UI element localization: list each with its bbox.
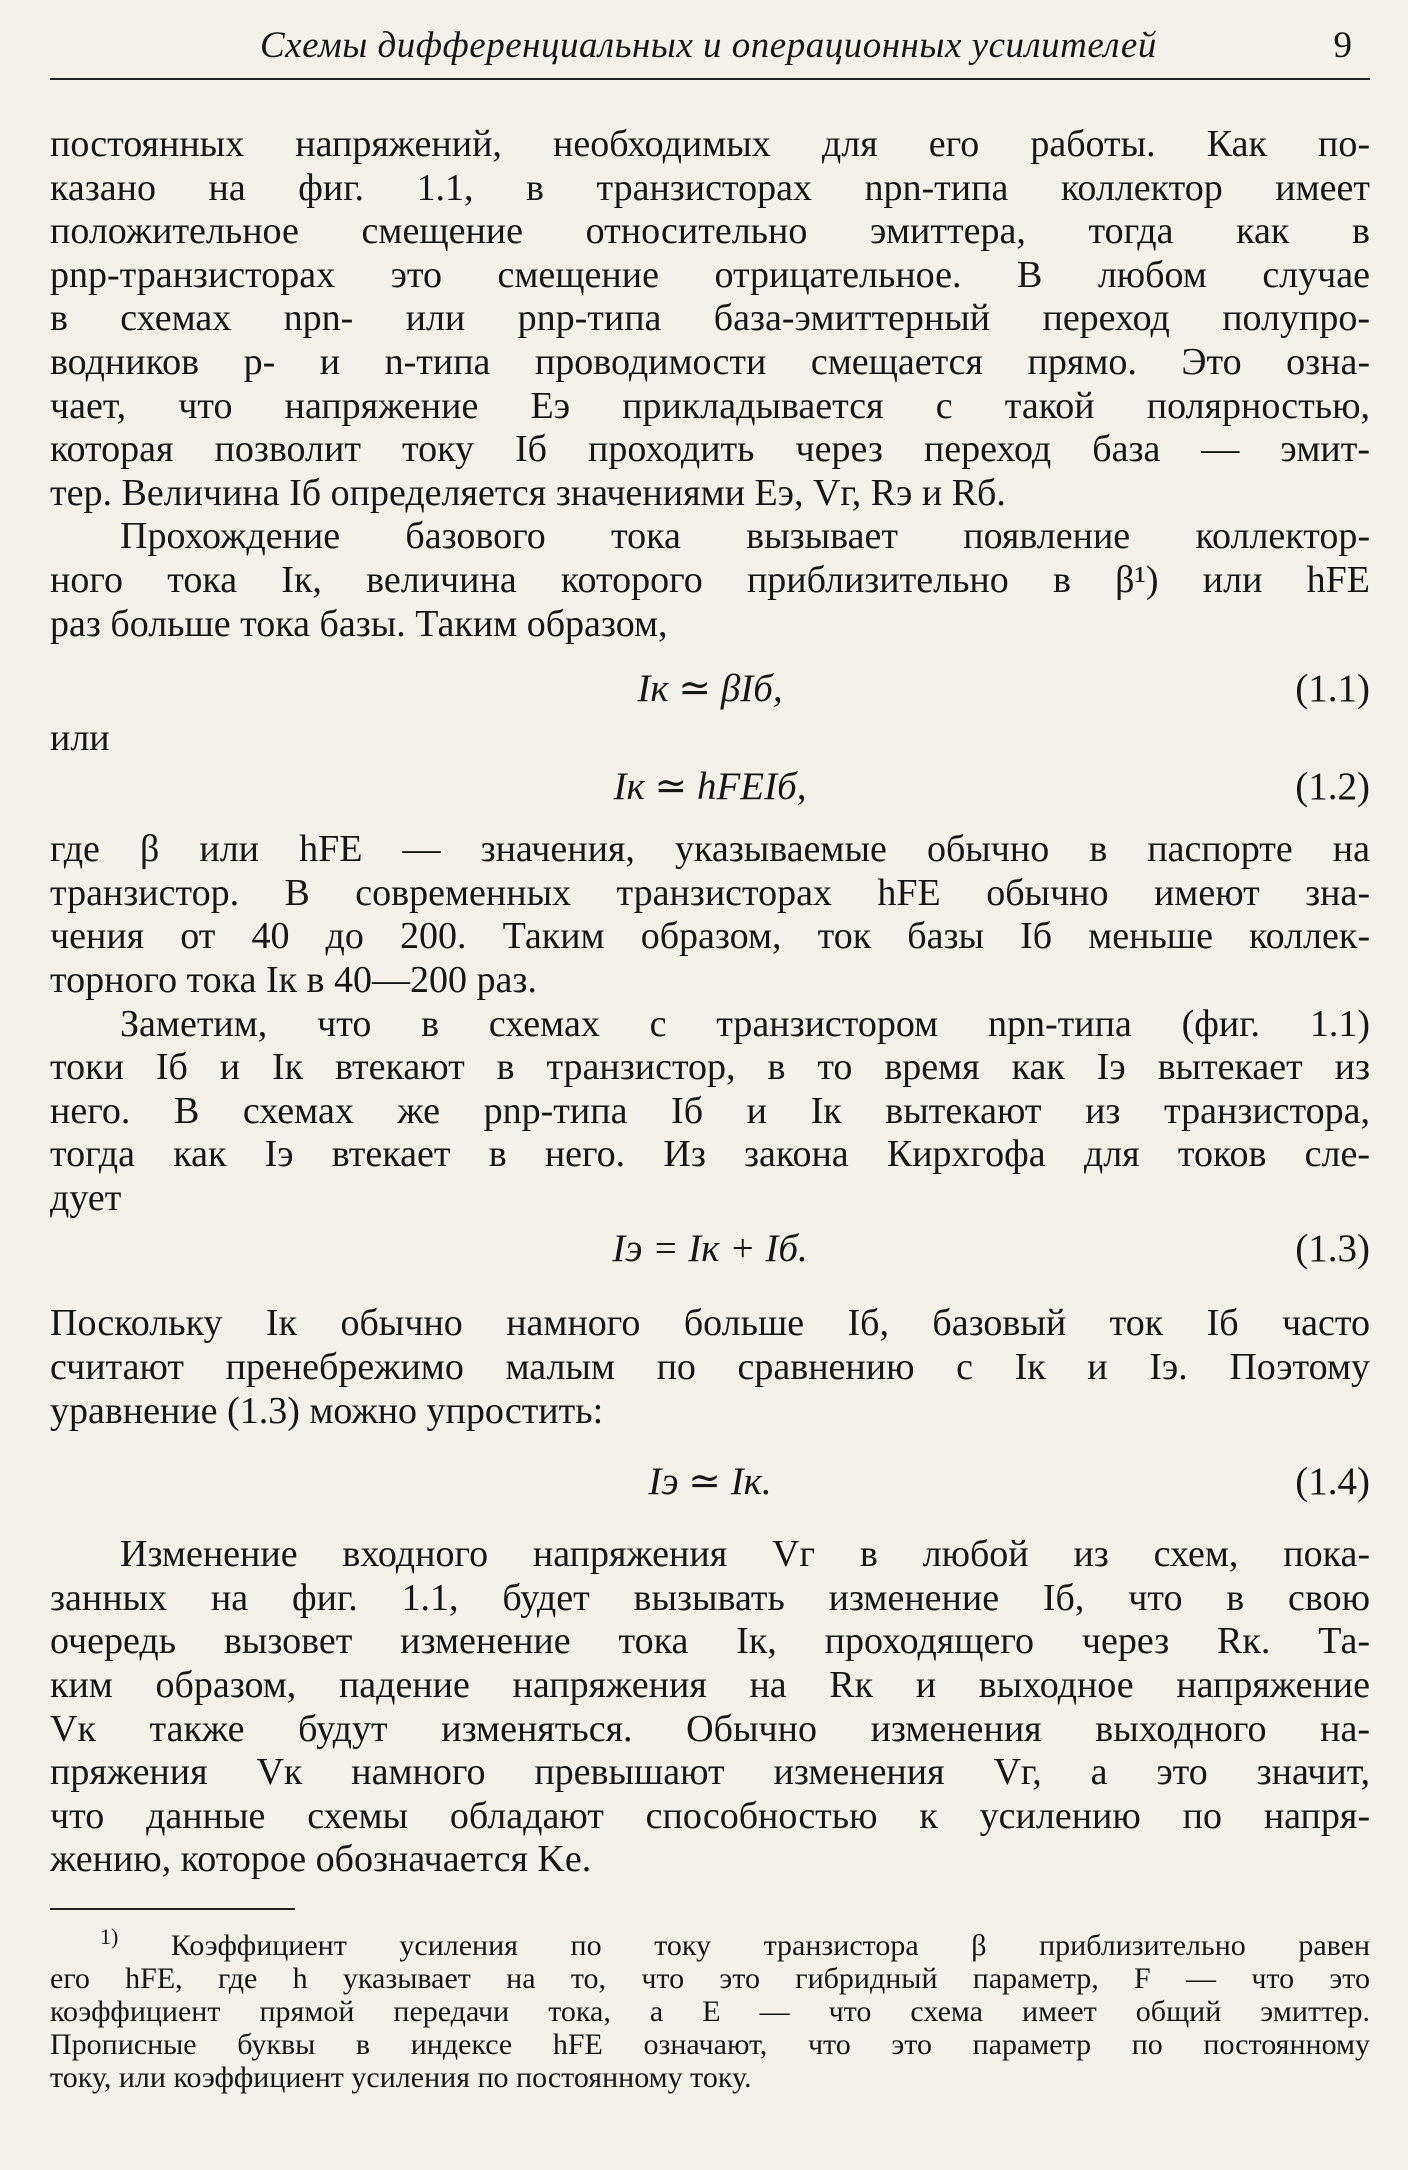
footnote-marker: 1) [100,1924,119,1949]
text-line: уравнение (1.3) можно упростить: [50,1389,604,1432]
equation-1-1 [50,660,1370,718]
text-line: ного тока Iк, величина которого приблизительно в β¹) или hFE [50,558,1370,601]
text-line: тер. Величина Iб определяется значениями Eэ, Vг, Rэ и Rб. [50,471,1006,514]
text-line: чает, что напряжение Eэ прикладывается с такой полярностью, [50,384,1370,427]
text-line: раз больше тока базы. Таким образом, [50,602,668,645]
text-line: постоянных напряжений, необходимых для его работы. Как по- [50,123,1370,165]
text-line: пряжения Vк намного превышают изменения Vг, а это значит, [50,1751,1370,1794]
text-line: Поскольку Iк обычно намного больше Iб, базовый ток Iб часто [50,1302,1370,1345]
equation-number: (1.1) [1295,667,1370,711]
text-line: очередь вызовет изменение тока Iк, проходящего через Rк. Та- [50,1620,1370,1663]
text-line: где β или hFE — значения, указываемые обычно в паспорте на [50,828,1370,871]
footnote [50,1920,1370,2094]
paragraph-1 [50,123,1370,515]
footnote-line: коэффициент прямой передачи тока, а E — что схема имеет общий эмиттер. [50,1995,1370,2028]
text-line: Заметим, что в схемах с транзистором npn-типа (фиг. 1.1) [120,1002,1370,1045]
running-header [50,18,1370,80]
text-line: чения от 40 до 200. Таким образом, ток базы Iб меньше коллек- [50,915,1370,958]
equation-formula: Iк ≃ hFEIб, [613,765,807,809]
page-body [50,123,1370,2094]
text-line: положительное смещение относительно эмиттера, тогда как в [50,210,1370,253]
paragraph-6 [50,1533,1370,1882]
equation-formula: Iэ = Iк + Iб. [612,1227,808,1271]
running-header-title: Схемы дифференциальных и операционных усилителей [260,25,1157,66]
connector-word: или [50,717,110,760]
equation-number: (1.2) [1295,765,1370,809]
footnote-line [50,1920,1370,1962]
paragraph-2 [50,515,1370,646]
equation-1-4 [50,1453,1370,1511]
text-line: токи Iб и Iк втекают в транзистор, в то время как Iэ вытекает из [50,1046,1370,1089]
equation-formula: Iк ≃ βIб, [637,667,783,711]
text-line: торного тока Iк в 40—200 раз. [50,958,537,1001]
paragraph-3 [50,828,1370,1002]
text-line: что данные схемы обладают способностью к усилению по напря- [50,1794,1370,1837]
text-line: него. В схемах же pnp-типа Iб и Iк вытекают из транзистора, [50,1089,1370,1132]
text-line: считают пренебрежимо малым по сравнению с Iк и Iэ. Поэтому [50,1346,1370,1389]
footnote-line: Прописные буквы в индексе hFE означают, что это параметр по постоянному [50,2028,1370,2061]
text-line: Изменение входного напряжения Vг в любой из схем, пока- [120,1533,1370,1576]
equation-1-3 [50,1220,1370,1278]
book-page [50,18,1371,2094]
footnote-divider [50,1908,295,1910]
equation-number: (1.4) [1295,1460,1370,1504]
text-line: водников p- и n-типа проводимости смещается прямо. Это озна- [50,340,1370,383]
footnote-line: его hFE, где h указывает на то, что это гибридный параметр, F — что это [50,1962,1370,1995]
footnote-line: току, или коэффициент усиления по постоянному току. [50,2061,752,2094]
text-line: Vк также будут изменяться. Обычно изменения выходного на- [50,1707,1370,1750]
text-line: в схемах npn- или pnp-типа база-эмиттерный переход полупро- [50,297,1370,340]
text-line: дует [50,1176,122,1219]
text-line: тогда как Iэ втекает в него. Из закона Кирхгофа для токов сле- [50,1133,1370,1176]
text-line: pnp-транзисторах это смещение отрицательное. В любом случае [50,253,1370,296]
equation-number: (1.3) [1295,1227,1370,1271]
equation-1-2 [50,758,1370,816]
footnote-text: Коэффициент усиления по току транзистора β приблизительно равен [170,1929,1371,1962]
text-line: которая позволит току Iб проходить через переход база — эмит- [50,428,1370,471]
text-line: жению, которое обозначается Ke. [50,1838,592,1881]
equation-formula: Iэ ≃ Iк. [648,1460,772,1504]
text-line: занных на фиг. 1.1, будет вызывать изменение Iб, что в свою [50,1576,1370,1619]
paragraph-5 [50,1302,1370,1433]
paragraph-4 [50,1003,1370,1221]
text-line: ким образом, падение напряжения на Rк и выходное напряжение [50,1664,1370,1707]
page-number: 9 [1333,25,1352,66]
text-line: казано на фиг. 1.1, в транзисторах npn-типа коллектор имеет [50,166,1370,209]
text-line: транзистор. В современных транзисторах hFE обычно имеют зна- [50,871,1370,914]
text-line: Прохождение базового тока вызывает появление коллектор- [120,515,1370,558]
